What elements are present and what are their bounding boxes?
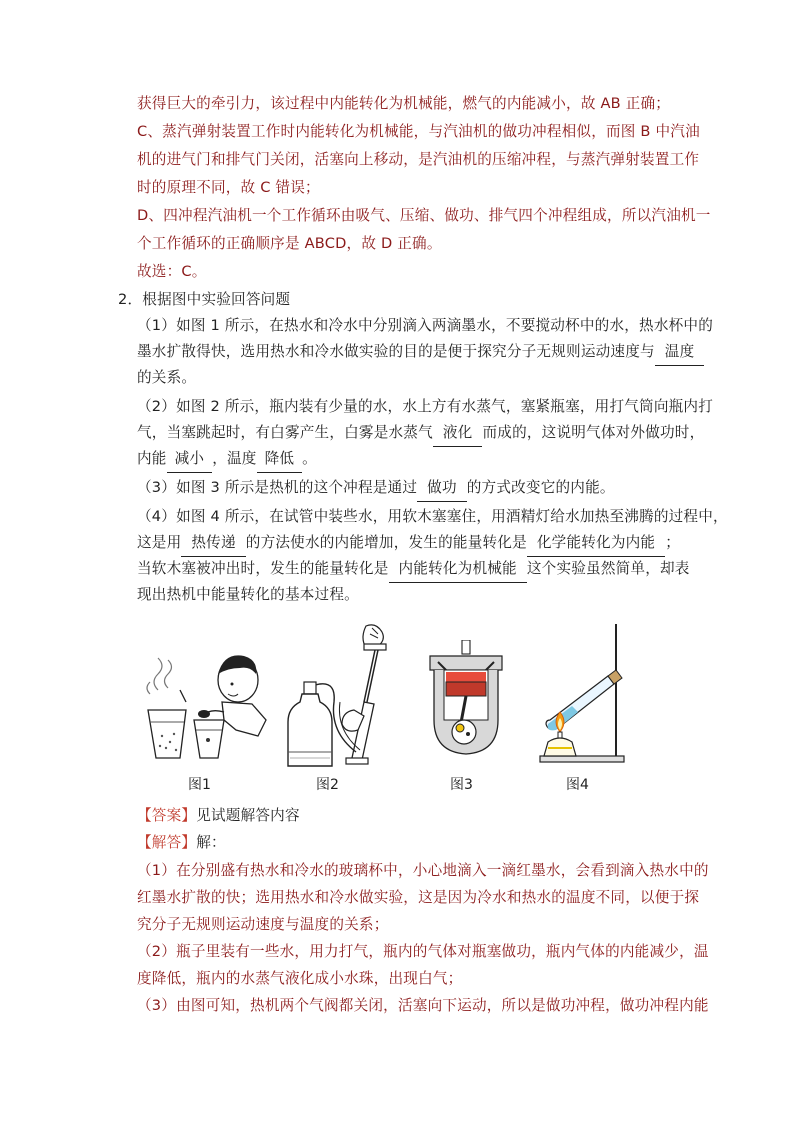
- figure-1-caption: 图1: [188, 777, 211, 793]
- analysis-line-1: 获得巨大的牵引力，该过程中内能转化为机械能，燃气的内能减小，故 AB 正确；: [137, 95, 671, 112]
- q-part3-text-1: （3）如图 3 所示是热机的这个冲程是通过: [137, 479, 418, 496]
- q-part2-line-b: [137, 420, 704, 447]
- analysis-line-6: 个工作循环的正确顺序是 ABCD，故 D 正确。: [137, 235, 442, 252]
- q-part3-line: [137, 475, 615, 502]
- question-stem: [118, 287, 290, 313]
- question-number: 2．: [118, 291, 143, 308]
- q-part2-line-a: （2）如图 2 所示，瓶内装有少量的水，水上方有水蒸气，塞紧瓶塞，用打气筒向瓶内打: [137, 398, 714, 415]
- answer-line: [137, 803, 300, 829]
- q-part4-line-a: （4）如图 4 所示，在试管中装些水，用软木塞塞住，用酒精灯给水加热至沸腾的过程中，: [137, 508, 728, 525]
- question-stem-text: 根据图中实验回答问题: [142, 291, 291, 308]
- q-part4-text-2: 的方法使水的内能增加，发生的能量转化是: [245, 534, 527, 551]
- figure-3-engine-cylinder-illustration: [424, 640, 508, 760]
- q-part4-line-c: [137, 556, 690, 583]
- answer-blank-chem-to-internal: 化学能转化为内能: [527, 530, 665, 557]
- q-part4-text-3: ；: [665, 534, 681, 551]
- answer-text: 见试题解答内容: [196, 807, 300, 824]
- figure-4-test-tube-heating-illustration: [530, 620, 630, 770]
- q-part2-text-3: 内能: [137, 450, 167, 467]
- q-part4-text-4: 当软木塞被冲出时，发生的能量转化是: [137, 560, 389, 577]
- q-part4-line-b: [137, 530, 680, 557]
- answer-blank-heat-transfer: 热传递: [181, 530, 245, 557]
- solution-line-2a: （2）瓶子里装有一些水，用力打气，瓶内的气体对瓶塞做功，瓶内气体的内能减少，温: [137, 943, 709, 960]
- answer-blank-internal-to-mech: 内能转化为机械能: [389, 556, 527, 583]
- q-part2-text-5: 。: [302, 450, 317, 467]
- q-part3-text-2: 的方式改变它的内能。: [466, 479, 615, 496]
- solution-header: [137, 830, 226, 856]
- figure-1-diffusion-illustration: [140, 650, 270, 765]
- answer-blank-decrease: 减小: [167, 446, 213, 473]
- answer-blank-liquefaction: 液化: [433, 420, 483, 447]
- q-part1-line-b: [137, 339, 704, 366]
- answer-blank-work: 做功: [417, 475, 467, 502]
- answer-blank-lower: 降低: [257, 446, 303, 473]
- solution-tag: 【解答】: [137, 834, 197, 851]
- solution-intro: 解：: [196, 834, 226, 851]
- q-part2-line-c: [137, 446, 317, 473]
- analysis-line-3: 机的进气门和排气门关闭，活塞向上移动，是汽油机的压缩冲程，与蒸汽弹射装置工作: [137, 151, 700, 168]
- solution-line-2b: 度降低，瓶内的水蒸气液化成小水珠，出现白气；: [137, 970, 463, 987]
- analysis-line-7: 故选：C。: [137, 263, 207, 280]
- answer-blank-temperature: 温度: [655, 339, 705, 366]
- q-part1-text: 墨水扩散得快，选用热水和冷水做实验的目的是便于探究分子无规则运动速度与: [137, 343, 655, 360]
- q-part4-text-5: 这个实验虽然简单，却表: [526, 560, 690, 577]
- figure-2-caption: 图2: [316, 777, 339, 793]
- solution-line-3a: （3）由图可知，热机两个气阀都关闭，活塞向下运动，所以是做功冲程，做功冲程内能: [137, 997, 709, 1014]
- q-part4-text-1: 这是用: [137, 534, 182, 551]
- q-part2-text-1: 气，当塞跳起时，有白雾产生，白雾是水蒸气: [137, 424, 433, 441]
- answer-tag: 【答案】: [137, 807, 197, 824]
- analysis-line-4: 时的原理不同，故 C 错误；: [137, 179, 320, 196]
- figure-3-caption: 图3: [450, 777, 473, 793]
- solution-line-1b: 红墨水扩散的快；选用热水和冷水做实验，这是因为冷水和热水的温度不同，以便于探: [137, 889, 700, 906]
- q-part2-text-2: 而成的，这说明气体对外做功时，: [482, 424, 705, 441]
- figure-4-caption: 图4: [566, 777, 589, 793]
- q-part1-line-a: （1）如图 1 所示，在热水和冷水中分别滴入两滴墨水，不要搅动杯中的水，热水杯中的: [137, 317, 714, 334]
- analysis-line-2: C、蒸汽弹射装置工作时内能转化为机械能，与汽油机的做功冲程相似，而图 B 中汽油: [137, 123, 700, 140]
- q-part1-line-c: 的关系。: [137, 369, 197, 386]
- analysis-line-5: D、四冲程汽油机一个工作循环由吸气、压缩、做功、排气四个冲程组成，所以汽油机一: [137, 207, 711, 224]
- q-part2-text-4: ，温度: [212, 450, 257, 467]
- figure-2-bottle-pump-illustration: [280, 622, 400, 772]
- solution-line-1c: 究分子无规则运动速度与温度的关系；: [137, 916, 389, 933]
- q-part4-line-d: 现出热机中能量转化的基本过程。: [137, 586, 359, 603]
- solution-line-1a: （1）在分别盛有热水和冷水的玻璃杯中，小心地滴入一滴红墨水，会看到滴入热水中的: [137, 862, 709, 879]
